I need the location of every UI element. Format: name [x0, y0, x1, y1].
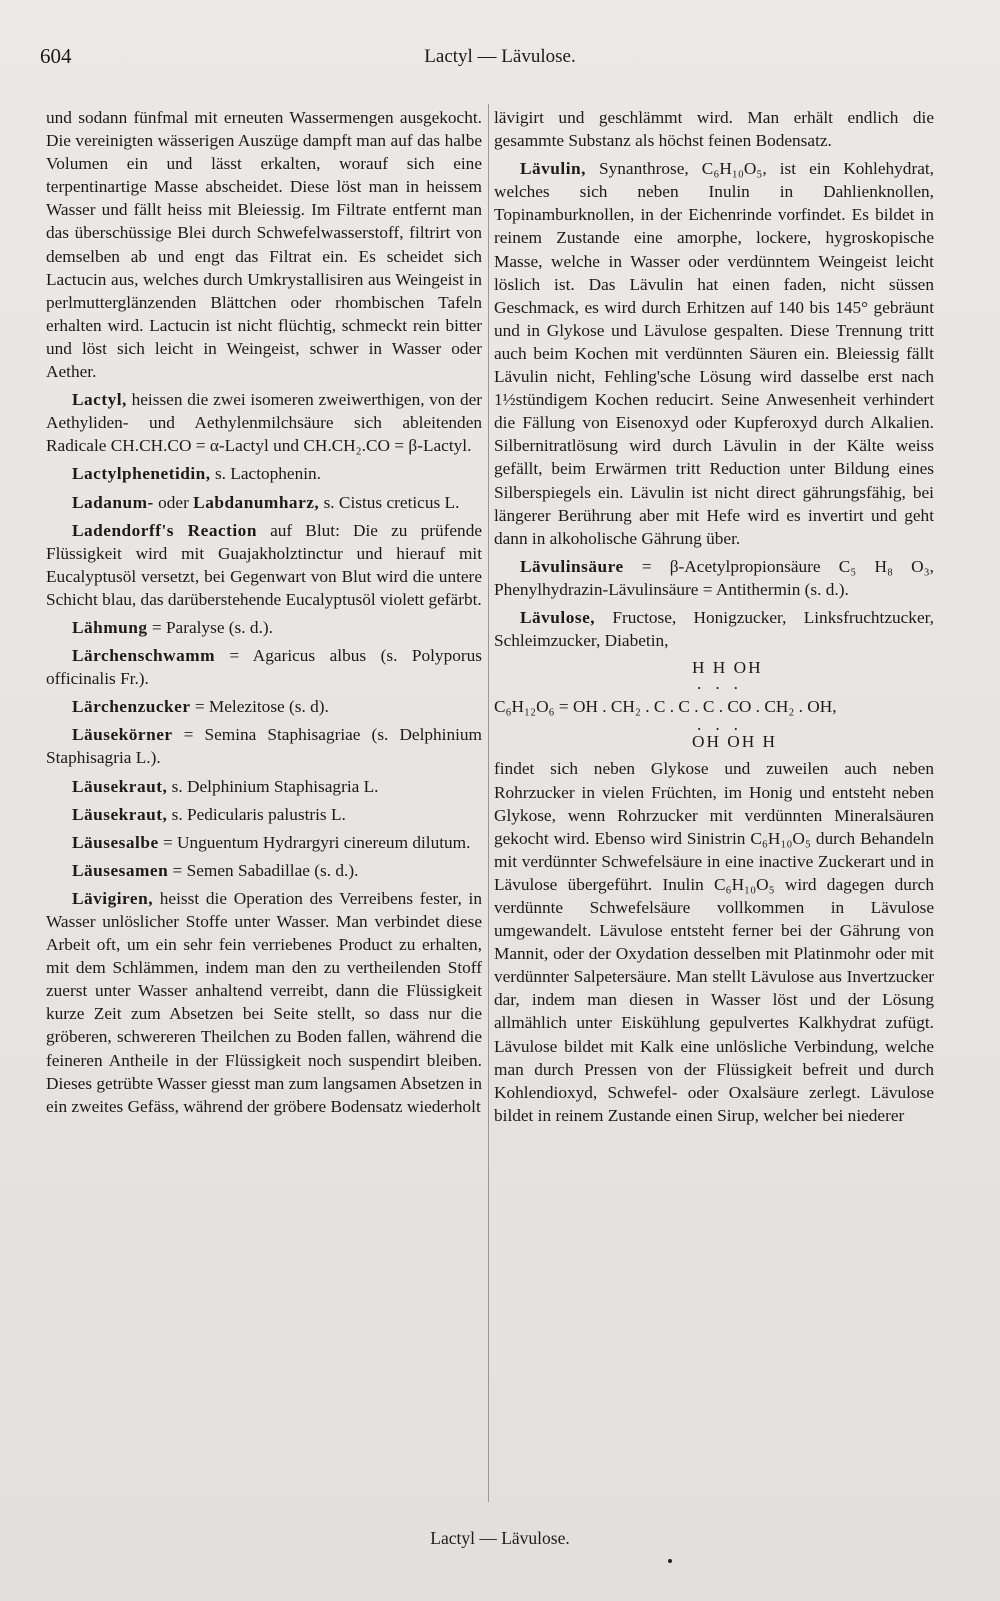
entry-laevigiren [46, 887, 482, 1118]
headword: Läusesamen [72, 860, 169, 880]
entry-laevulin [494, 157, 934, 550]
formula-bond-dots: ... [697, 674, 752, 694]
headword: Läusekörner [72, 725, 173, 745]
headword-alt: Labdanumharz, [193, 492, 320, 512]
entry-laeusekraut-1 [46, 775, 482, 798]
structural-formula: C₆H₁₂O₆ = OH . CH₂ . C . C . C . CO . CH₂ . OH, [494, 697, 837, 717]
ink-speck [668, 1559, 672, 1563]
entry-body: s. Pedicularis palustris L. [171, 804, 346, 824]
entry-body: = β-Acetylpropionsäure C₅ H₈ O₃, Phenylhydrazin-Lävulinsäure = Antithermin (s. d.). [494, 556, 934, 599]
entry-laeusesalbe [46, 831, 482, 854]
entry-lactyl [46, 388, 482, 457]
entry-laeusekraut-2 [46, 803, 482, 826]
headword: Ladanum- [72, 492, 154, 512]
left-column [46, 106, 482, 1502]
entry-ladanum [46, 491, 482, 514]
entry-laeusesamen [46, 859, 482, 882]
column-divider [488, 104, 489, 1502]
formula-bottom-substituents: OH OH H [692, 732, 778, 752]
headword: Lärchenzucker [72, 697, 191, 717]
entry-body: heisst die Operation des Verreibens fester, in Wasser unlöslicher Stoffe unter Wasser. Man verbindet diese Arbeit oft, um ein sehr fein verriebenes Product zu erhalten, mit dem Schlämmen, indem man den zu vertheilenden Stoff zuerst unter Wasser anhaltend verreibt, dann die Flüssigkeit kurze Zeit zum Absetzen bei Seite stellt, so dass nur die gröberen, schwereren Theilchen zu Boden fallen, während die feineren Antheile in der Flüssigkeit noch suspendirt bleiben. Dieses getrübte Wasser giesst man zum langsamen Absetzen in ein zweites Gefäss, während der gröbere Bodensatz wiederholt [46, 888, 482, 1116]
entry-laerchenzucker [46, 695, 482, 718]
continuation-paragraph: und sodann fünfmal mit erneuten Wassermengen ausgekocht. Die vereinigten wässerigen Auszüge dampft man auf das halbe Volumen ein und lässt erkalten, worauf sich eine terpentinartige Masse abscheidet. Diese löst man in heissem Wasser und fällt heiss mit Bleiessig. Im Filtrate entfernt man das überschüssige Blei durch Schwefelwasserstoff, filtrirt von demselben ab und engt das Filtrat ein. Es scheidet sich Lactucin aus, welches durch Umkrystallisiren aus Weingeist in perlmutterglänzenden Blättchen oder rhombischen Tafeln erhalten wird. Lactucin ist nicht flüchtig, schmeckt rein bitter und löst sich leicht in Weingeist, schwer in Wasser oder Aether. [46, 108, 482, 382]
formula-bond-dots: ... [697, 715, 752, 735]
continuation-paragraph: lävigirt und geschlämmt wird. Man erhält endlich die gesammte Substanz als höchst feinen Bodensatz. [494, 108, 934, 151]
entry-laehmung [46, 616, 482, 639]
entry-laevulose [494, 606, 934, 652]
running-head: Lactyl — Lävulose. [424, 46, 576, 67]
entry-laerchenschwamm [46, 644, 482, 690]
entry-body: s. Lactophenin. [214, 464, 321, 484]
entry-ladendorff [46, 519, 482, 611]
entry-body: s. Delphinium Staphisagria L. [171, 776, 379, 796]
entry-laevulinsaeure [494, 555, 934, 601]
entry-body: = Unguentum Hydrargyri cinereum dilutum. [162, 832, 471, 852]
headword: Lähmung [72, 617, 148, 637]
entry-body: = Melezitose (s. d). [194, 697, 329, 717]
page-number: 604 [40, 44, 72, 68]
page-header [40, 44, 960, 74]
entry-body: = Semen Sabadillae (s. d.). [172, 860, 359, 880]
entry-laevulose-continued: findet sich neben Glykose und zuweilen auch neben Rohrzucker in vielen Früchten, im Honig und entsteht neben Glykose, wenn Rohrzucker mit verdünnten Mineralsäuren gekocht wird. Ebenso wird Sinistrin C₆H₁₀O₅ durch Behandeln mit verdünnter Schwefelsäure in eine inactive Zuckerart und in Lävulose übergeführt. Inulin C₆H₁₀O₅ wird dagegen durch verdünnte Schwefelsäure vollkommen in Lävulose umgewandelt. Lävulose entsteht ferner bei der Gährung von Mannit, oder der Oxydation desselben mit Platinmohr oder mit verdünnter Salpetersäure. Man stellt Lävulose aus Invertzucker dar, indem man diesen in Wasser löst und der Lösung allmählich unter Eiskühlung gepulvertes Kalkhydrat zufügt. Lävulose bildet mit Kalk eine unlösliche Verbindung, welche man durch Pressen von der Flüssigkeit befreit und durch Kohlendioxyd, Schwefel- oder Oxalsäure zerlegt. Lävulose bildet in reinem Zustande einen Sirup, welcher bei niederer [494, 759, 934, 1125]
headword: Lävigiren, [72, 888, 154, 908]
entry-laeusekoerner [46, 723, 482, 769]
headword: Läusekraut, [72, 776, 168, 796]
entry-body: Synanthrose, C₆H₁₀O₅, ist ein Kohlehydrat, welches sich neben Inulin in Dahlienknollen, Topinamburknollen, in der Eichenrinde vorfindet. Es bildet in reinem Zustande eine amorphe, lockere, hygroskopische Masse, welche in Wasser oder verdünntem Weingeist leicht löslich ist. Das Lävulin hat einen faden, nicht süssen Geschmack, es wird durch Erhitzen auf 140 bis 145° gebräunt und in Glykose und Lävulose gespalten. Diese Trennung tritt auch beim Kochen mit verdünnten Säuren ein. Bleiessig fällt Lävulin nicht, Fehling'sche Lösung wird dasselbe erst nach 1½stündigem Kochen reducirt. Seine Anwesenheit verhindert die Fällung von Eisenoxyd oder Kupferoxyd durch Alkalien. Silbernitratlösung wird durch Lävulin in der Kälte weiss gefällt, beim Erwärmen tritt Reduction unter Bildung eines Silberspiegels ein. Lävulin ist nicht direct gährungsfähig, bei längerer Berührung aber mit Hefe wird es invertirt und geht dann in alkoholische Gährung über. [494, 159, 934, 548]
headword: Ladendorff's Reaction [72, 520, 257, 540]
headword: Lävulinsäure [520, 556, 624, 576]
headword: Lärchenschwamm [72, 646, 216, 666]
headword: Lactyl, [72, 390, 127, 410]
headword: Läusekraut, [72, 804, 168, 824]
headword: Lactylphenetidin, [72, 464, 211, 484]
headword: Lävulin, [520, 159, 586, 179]
headword: Lävulose, [520, 607, 596, 627]
entry-body: = Semina Staphisagriae (s. Delphinium Staphisagria L.). [46, 725, 482, 768]
running-foot: Lactyl — Lävulose. [430, 1528, 570, 1548]
headword: Läusesalbe [72, 832, 159, 852]
entry-body: auf Blut: Die zu prüfende Flüssigkeit wird mit Guajakholztinctur und hierauf mit Eucalyptusöl versetzt, bei Gegenwart von Blut wird die untere Schicht blau, das darüberstehende Eucalyptusöl violett gefärbt. [46, 520, 482, 609]
entry-body: heissen die zwei isomeren zweiwerthigen, von der Aethyliden- und Aethylenmilchsäure sich ableitenden Radicale CH.CH.CO = α-Lactyl und CH.CH₂.CO = β-Lactyl. [46, 390, 482, 456]
entry-body: Fructose, Honigzucker, Linksfruchtzucker, Schleimzucker, Diabetin, [494, 607, 934, 651]
formula-top-substituents: H H OH [692, 658, 763, 678]
entry-body: = Paralyse (s. d.). [151, 617, 273, 637]
entry-body: s. Cistus creticus L. [323, 492, 460, 512]
right-column [494, 106, 934, 1502]
entry-connector: oder [158, 492, 189, 512]
entry-body: = Agaricus albus (s. Polyporus officinalis Fr.). [46, 646, 482, 689]
entry-lactylphenetidin [46, 462, 482, 485]
